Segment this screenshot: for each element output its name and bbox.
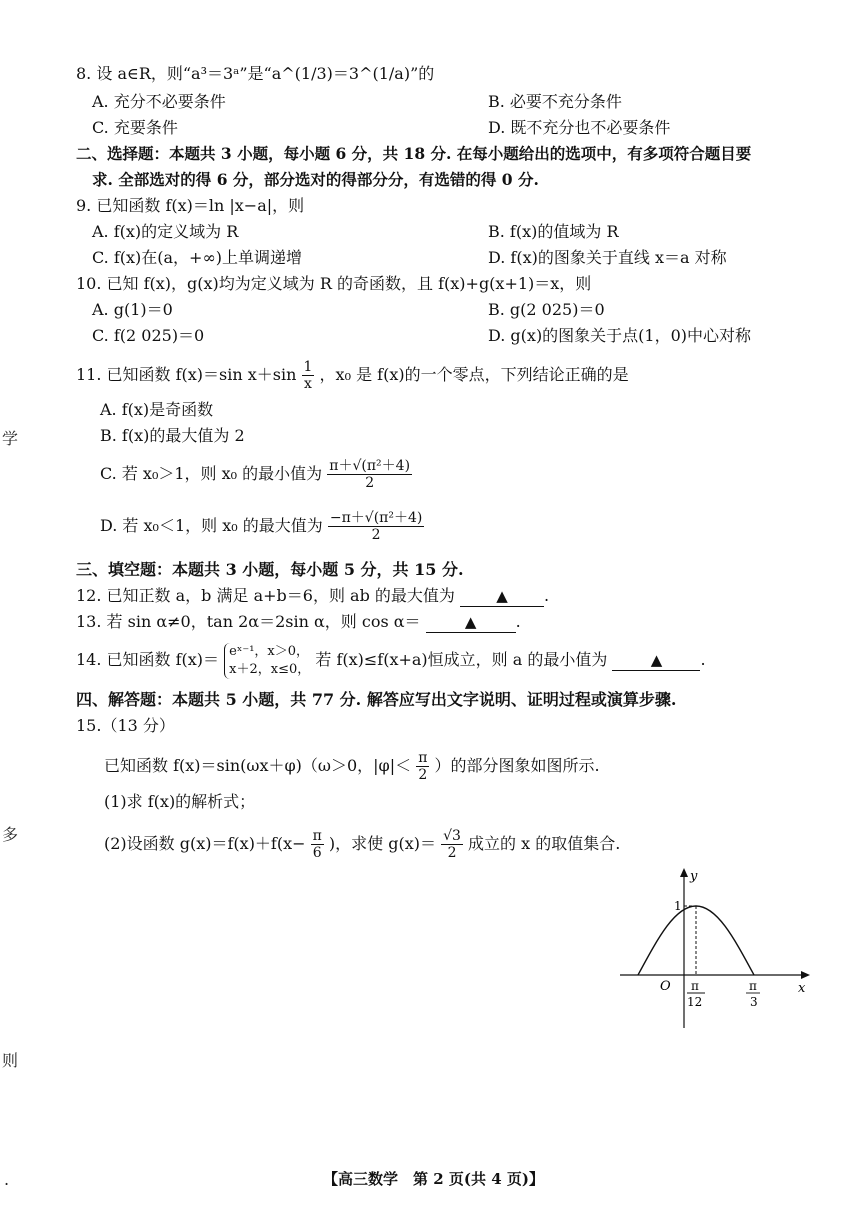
q14-text-pre: 14. 已知函数 f(x)＝ [76,650,220,669]
q14-piecewise [224,643,310,679]
margin-mark-2: 多 [2,825,19,844]
q13-period: . [515,612,521,631]
q9-option-b: B. f(x)的值域为 R [488,222,619,241]
margin-mark-4: . [4,1170,10,1189]
x-tick2-num: π [749,979,757,993]
section2-line2: 求. 全部选对的得 6 分，部分选对的得部分分，有选错的得 0 分. [92,170,539,189]
page-footer: 【高三数学 第 2 页(共 4 页)】 [323,1170,544,1188]
q14-answer-blank[interactable] [612,650,700,671]
q11-stem-post: ，x₀ 是 f(x)的一个零点，下列结论正确的是 [319,365,629,384]
q15-stem-fraction [416,750,429,783]
q14-line [76,640,706,680]
q10-option-b: B. g(2 025)＝0 [488,300,605,319]
x-tick1-den: 12 [687,995,703,1009]
q9-option-c: C. f(x)在(a，+∞)上单调递增 [92,248,303,267]
q12-line [76,586,549,607]
q11-option-d-den: 2 [371,527,381,543]
margin-mark-3: 则 [2,1051,19,1070]
q14-triangle-mark: ▲ [650,651,663,669]
q15-function-graph [600,858,820,1038]
q11-option-c-fraction [327,458,412,491]
q15-part2-fraction2 [441,828,463,861]
section2-line1: 二、选择题：本题共 3 小题，每小题 6 分，共 18 分. 在每小题给出的选项中，有多项符合题目要 [76,144,752,163]
q11-option-d [100,508,424,544]
q11-option-c-pre: C. 若 x₀＞1，则 x₀ 的最小值为 [100,464,323,483]
q14-period: . [700,650,706,669]
q11-option-c [100,456,412,492]
q15-header: 15.（13 分） [76,716,175,735]
q10-option-a: A. g(1)＝0 [92,300,173,319]
q11-option-c-num: π＋√(π²＋4) [329,458,411,474]
q15-part2-num2: √3 [443,828,461,844]
q13-text: 13. 若 sin α≠0，tan 2α＝2sin α，则 cos α＝ [76,612,421,631]
q12-period: . [544,586,550,605]
q8-stem: 8. 设 a∈R，则“a³＝3ᵃ”是“a^(1/3)＝3^(1/a)”的 [76,64,435,83]
q15-stem-num: π [418,750,428,766]
section4-heading: 四、解答题：本题共 5 小题，共 77 分. 解答应写出文字说明、证明过程或演算步骤. [76,690,677,709]
q15-part2-pre: (2)设函数 g(x)＝f(x)＋f(x− [104,834,306,853]
q10-option-c: C. f(2 025)＝0 [92,326,205,345]
q15-part2-num1: π [312,828,322,844]
q13-answer-blank[interactable] [426,612,516,633]
q11-option-c-den: 2 [365,475,375,491]
x-tick1-num: π [691,979,699,993]
q13-line [76,612,521,633]
q14-case2: x＋2，x≤0， [229,661,311,677]
q15-stem-post: ）的部分图象如图所示. [434,756,600,775]
q9-stem: 9. 已知函数 f(x)＝ln |x−a|，则 [76,196,305,215]
q11-option-a: A. f(x)是奇函数 [100,400,214,419]
y-axis-label: y [690,869,698,884]
q15-part2-fraction1 [311,828,324,861]
q13-triangle-mark: ▲ [464,613,477,631]
q15-stem [104,748,600,784]
q8-option-d: D. 既不充分也不必要条件 [488,118,671,137]
q11-stem-pre: 11. 已知函数 f(x)＝sin x＋sin [76,365,297,384]
q9-option-d: D. f(x)的图象关于直线 x＝a 对称 [488,248,727,267]
margin-mark-1: 学 [2,429,19,448]
q15-part2-den1: 6 [312,845,322,861]
q10-option-d: D. g(x)的图象关于点(1，0)中心对称 [488,326,752,345]
origin-label: O [660,979,671,994]
q15-part1: (1)求 f(x)的解析式； [104,792,256,811]
q15-stem-den: 2 [418,767,428,783]
q11-option-b: B. f(x)的最大值为 2 [100,426,245,445]
q14-case1: eˣ⁻¹，x＞0， [229,643,310,659]
x-axis-arrow [801,971,810,979]
section3-heading: 三、填空题：本题共 3 小题，每小题 5 分，共 15 分. [76,560,464,579]
q9-option-a: A. f(x)的定义域为 R [92,222,239,241]
q10-stem: 10. 已知 f(x)，g(x)均为定义域为 R 的奇函数，且 f(x)+g(x+1)＝x，则 [76,274,592,293]
q15-part2 [104,826,620,862]
q11-option-d-fraction [328,510,425,543]
q15-stem-pre: 已知函数 f(x)＝sin(ωx＋φ)（ω＞0，|φ|＜ [104,756,412,775]
q12-text: 12. 已知正数 a，b 满足 a+b＝6，则 ab 的最大值为 [76,586,455,605]
q11-stem-den: x [304,376,312,392]
q15-part2-post: 成立的 x 的取值集合. [468,834,621,853]
q8-option-a: A. 充分不必要条件 [92,92,226,111]
x-tick2-den: 3 [750,995,758,1009]
x-axis-label: x [798,981,806,996]
q11-stem-fraction [302,359,315,392]
y-tick-label: 1 [674,899,682,913]
q8-option-b: B. 必要不充分条件 [488,92,622,111]
q12-answer-blank[interactable] [460,586,544,607]
q12-triangle-mark: ▲ [496,587,508,605]
q11-option-d-pre: D. 若 x₀＜1，则 x₀ 的最大值为 [100,516,323,535]
q15-part2-den2: 2 [447,845,457,861]
q15-part2-mid: )，求使 g(x)＝ [328,834,437,853]
y-axis-arrow [680,868,688,877]
q11-stem [76,358,629,392]
q11-option-d-num: −π＋√(π²＋4) [329,510,423,526]
q11-stem-num: 1 [303,359,313,375]
q8-option-c: C. 充要条件 [92,118,178,137]
q14-text-mid: 若 f(x)≤f(x+a)恒成立，则 a 的最小值为 [315,650,608,669]
